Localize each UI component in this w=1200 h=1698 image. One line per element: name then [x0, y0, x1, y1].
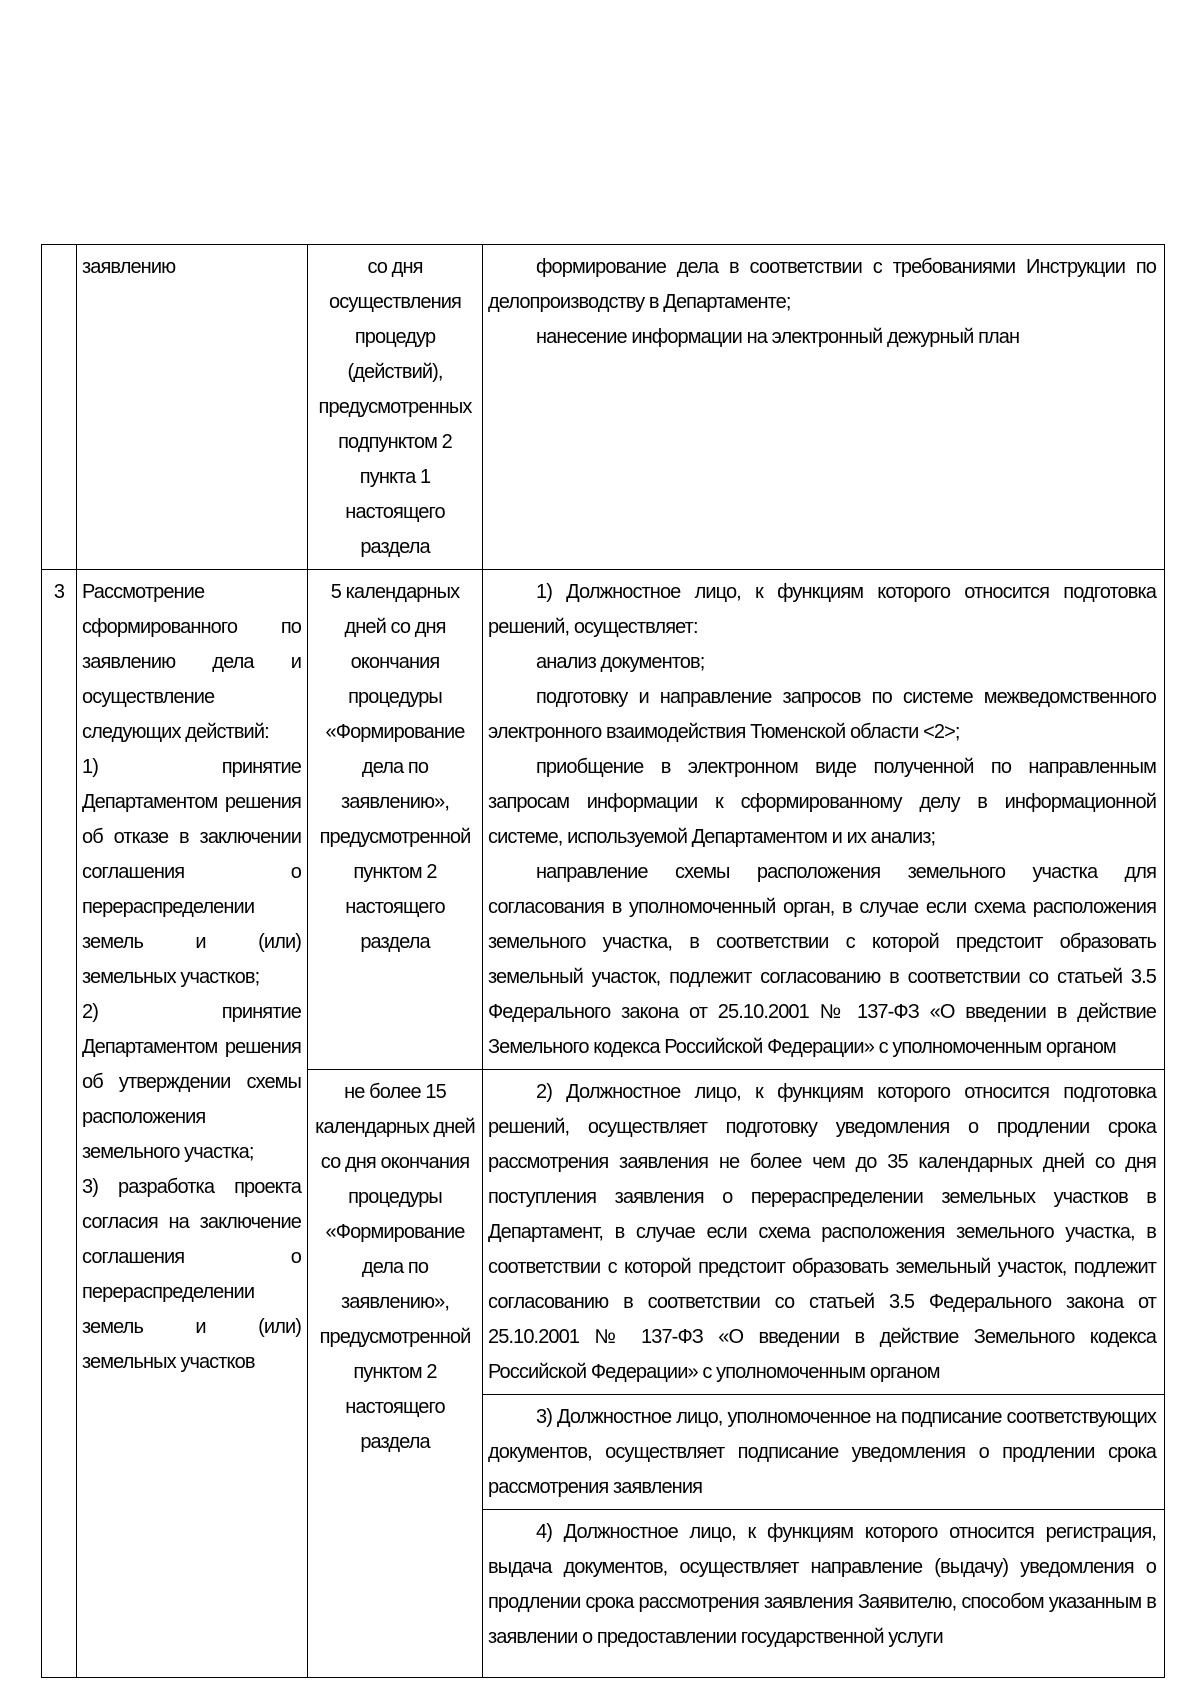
procedure-name: заявлению — [82, 256, 176, 278]
term-text: 5 календарных дней со дня окончания процедуры «Формирование дела по заявлению», предусмотренной пунктом 2 настоящего раздела — [319, 581, 471, 953]
description-paragraph: анализ документов; — [536, 651, 705, 673]
table-row-continued — [42, 245, 1165, 570]
description-cell — [483, 1070, 1165, 1395]
description-paragraph: 4) Должностное лицо, к функциям которого относится регистрация, выдача документов, осуществляет направление (выдачу) уведомления о продлении срока рассмотрения заявления Заявителю, способом указанным в заявлении о предоставлении государственной услуги — [488, 1521, 1156, 1648]
procedure-action-item: 1) принятие Департаментом решения об отказе в заключении соглашения о перераспределении земель и (или) земельных участков; — [82, 756, 301, 988]
description-paragraph: подготовку и направление запросов по системе межведомственного электронного взаимодействия Тюменской области <2>; — [488, 686, 1156, 743]
description-cell — [483, 570, 1165, 1070]
description-paragraph: 1) Должностное лицо, к функциям которого относится подготовка решений, осуществляет: — [488, 581, 1156, 638]
description-paragraph: 3) Должностное лицо, уполномоченное на подписание соответствующих документов, осуществляет подписание уведомления о продлении срока рассмотрения заявления — [488, 1406, 1156, 1498]
term-text: не более 15 календарных дней со дня окончания процедуры «Формирование дела по заявлению», предусмотренной пунктом 2 настоящего раздела — [315, 1081, 475, 1453]
procedure-action-item: 2) принятие Департаментом решения об утверждении схемы расположения земельного участка; — [82, 1001, 301, 1163]
procedures-table — [41, 244, 1165, 1678]
description-cell — [483, 245, 1165, 570]
procedure-action-item: 3) разработка проекта согласия на заключение соглашения о перераспределении земель и (или) земельных участков — [82, 1176, 301, 1373]
description-cell — [483, 1395, 1165, 1510]
term-text: со дня осуществления процедур (действий), предусмотренных подпунктом 2 пункта 1 настоящего раздела — [318, 256, 472, 558]
description-paragraph: формирование дела в соответствии с требованиями Инструкции по делопроизводству в Департаменте; — [488, 256, 1156, 313]
description-cell — [483, 1510, 1165, 1678]
term-cell — [308, 570, 483, 1070]
description-paragraph: приобщение в электронном виде полученной по направленным запросам информации к сформированному делу в информационной системе, используемой Департаментом и их анализ; — [488, 756, 1156, 848]
procedure-name-cell — [77, 245, 308, 570]
procedure-name: Рассмотрение сформированного по заявлению дела и осуществление следующих действий: — [82, 581, 301, 743]
term-cell — [308, 245, 483, 570]
description-paragraph: направление схемы расположения земельного участка для согласования в уполномоченный орган, в случае если схема расположения земельного участка, в соответствии с которой предстоит образовать земельный участок, подлежит согласованию в соответствии со статьей 3.5 Федерального закона от 25.10.2001 № 137-ФЗ «О введении в действие Земельного кодекса Российской Федерации» с уполномоченным органом — [488, 861, 1156, 1058]
procedure-name-cell — [77, 570, 308, 1678]
table-row-3 — [42, 570, 1165, 1070]
row-number-cell: 3 — [42, 570, 77, 1678]
description-paragraph: 2) Должностное лицо, к функциям которого относится подготовка решений, осуществляет подготовку уведомления о продлении срока рассмотрения заявления не более чем до 35 календарных дней со дня поступления заявления о перераспределении земельных участков в Департамент, в случае если схема расположения земельного участка, в соответствии с которой предстоит образовать земельный участок, подлежит согласованию в соответствии со статьей 3.5 Федерального закона от 25.10.2001 № 137-ФЗ «О введении в действие Земельного кодекса Российской Федерации» с уполномоченным органом — [488, 1081, 1156, 1383]
term-cell — [308, 1070, 483, 1678]
description-paragraph: нанесение информации на электронный дежурный план — [536, 326, 1020, 348]
row-number-cell — [42, 245, 77, 570]
